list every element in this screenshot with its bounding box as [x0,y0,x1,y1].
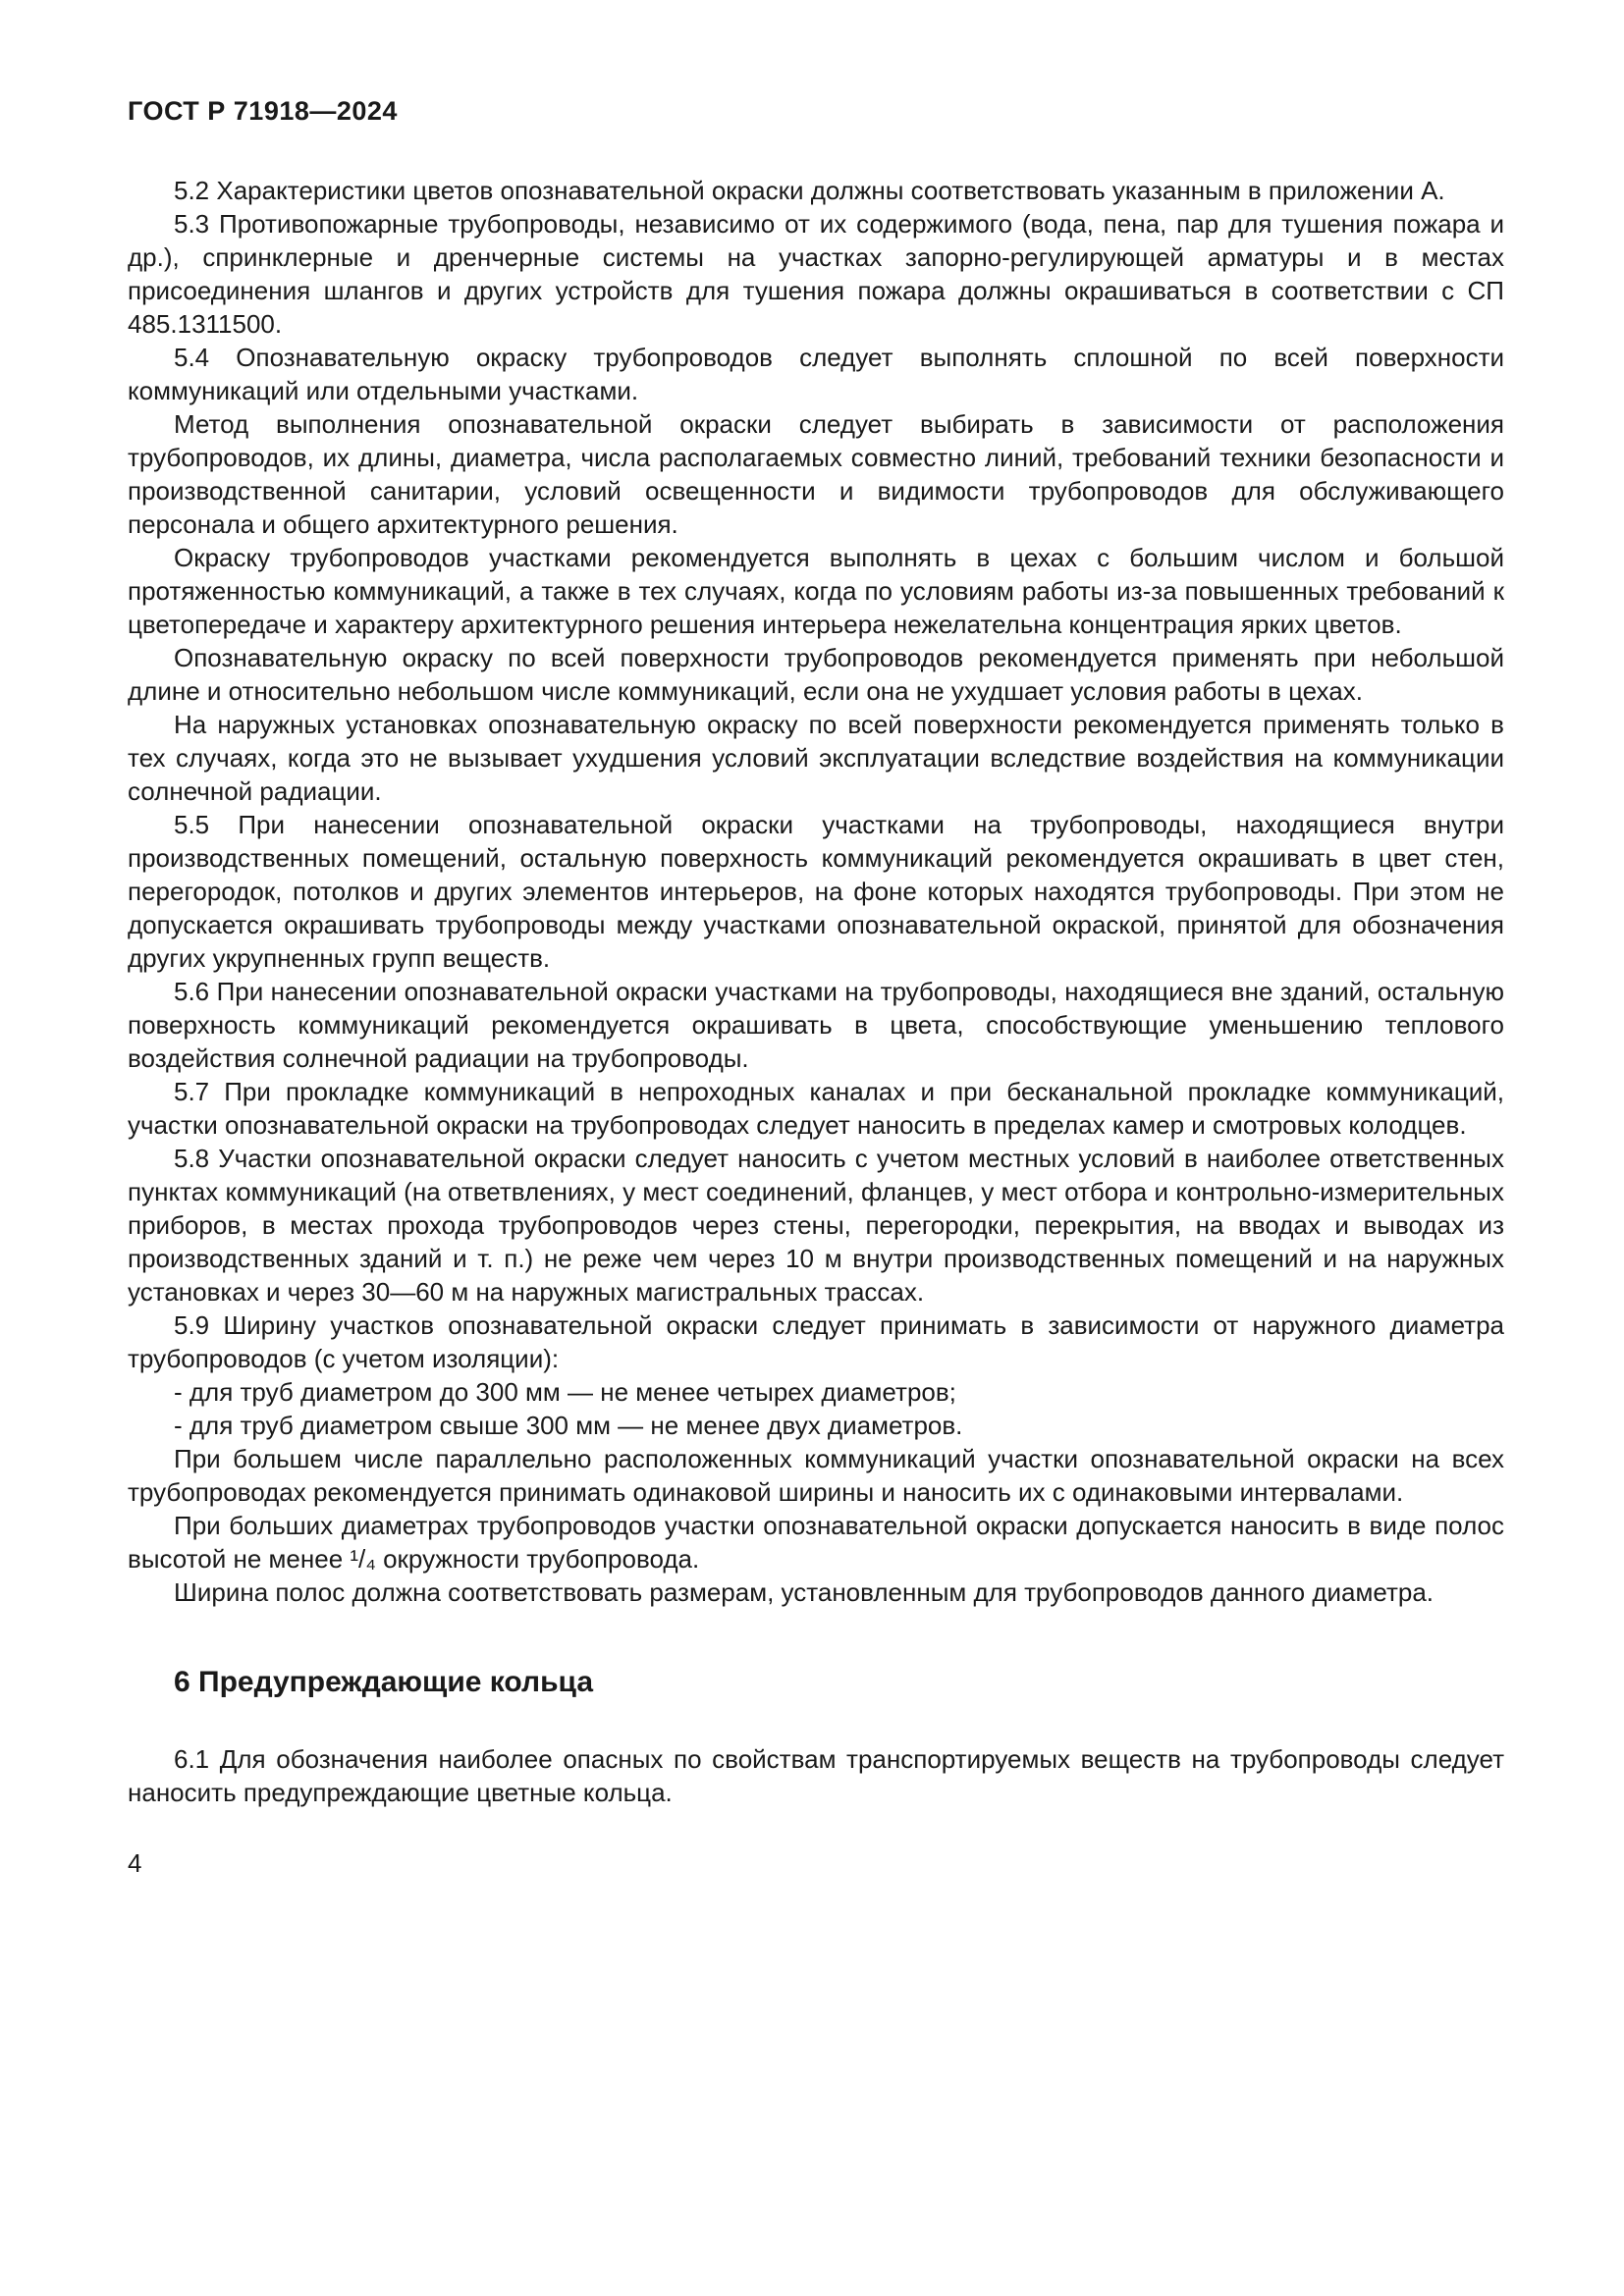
section-5-body [128,174,1504,1609]
clause-5-7: 5.7 При прокладке коммуникаций в непроходных каналах и при бесканальной прокладке коммуникаций, участки опознавательной окраски на трубопроводах следует наносить в пределах камер и смотровых колодцев. [128,1077,1504,1140]
section-6-heading: 6 Предупреждающие кольца [174,1666,594,1698]
clause-5-6: 5.6 При нанесении опознавательной окраски участками на трубопроводы, находящиеся вне зданий, остальную поверхность коммуникаций рекомендуется окрашивать в цвета, способствующие уменьшению теплового воздействия солнечной радиации на трубопроводы. [128,977,1504,1073]
clause-5-4: 5.4 Опознавательную окраску трубопроводов следует выполнять сплошной по всей поверхности коммуникаций или отдельными участками. [128,343,1504,405]
page-number: 4 [128,1848,142,1878]
clause-6-1: 6.1 Для обозначения наиболее опасных по свойствам транспортируемых веществ на трубопроводы следует наносить предупреждающие цветные кольца. [128,1744,1504,1807]
clause-5-9-cont-1: При большем числе параллельно расположенных коммуникаций участки опознавательной окраски на всех трубопроводах рекомендуется принимать одинаковой ширины и наносить их с одинаковыми интервалами. [128,1444,1504,1507]
list-item-1: - для труб диаметром до 300 мм — не менее четырех диаметров; [174,1377,956,1407]
document-header: ГОСТ Р 71918—2024 [128,96,398,126]
clause-5-2: 5.2 Характеристики цветов опознавательной окраски должны соответствовать указанным в приложении А. [174,176,1445,205]
clause-5-3: 5.3 Противопожарные трубопроводы, независимо от их содержимого (вода, пена, пар для тушения пожара и др.), спринклерные и дренчерные системы на участках запорно-регулирующей арматуры и в местах присоединения шлангов и других устройств для тушения пожара должны окрашиваться в соответствии с СП 485.1311500. [128,209,1504,339]
section-6-body [128,1742,1504,1809]
list-item-2: - для труб диаметром свыше 300 мм — не менее двух диаметров. [174,1411,963,1440]
clause-5-4-cont-2: Окраску трубопроводов участками рекомендуется выполнять в цехах с большим числом и большой протяженностью коммуникаций, а также в тех случаях, когда по условиям работы из-за повышенных требований к цветопередаче и характеру архитектурного решения интерьера нежелательна концентрация ярких цветов. [128,543,1504,639]
clause-5-4-cont-4: На наружных установках опознавательную окраску по всей поверхности рекомендуется применять только в тех случаях, когда это не вызывает ухудшения условий эксплуатации вследствие воздействия на коммуникации солнечной радиации. [128,710,1504,806]
clause-5-9: 5.9 Ширину участков опознавательной окраски следует принимать в зависимости от наружного диаметра трубопроводов (с учетом изоляции): [128,1310,1504,1373]
clause-5-9-cont-3: Ширина полос должна соответствовать размерам, установленным для трубопроводов данного диаметра. [174,1577,1435,1607]
clause-5-8: 5.8 Участки опознавательной окраски следует наносить с учетом местных условий в наиболее ответственных пунктах коммуникаций (на ответвлениях, у мест соединений, фланцев, у мест отбора и контрольно-измерительных приборов, в местах прохода трубопроводов через стены, перегородки, перекрытия, на вводах и выводах из производственных зданий и т. п.) не реже чем через 10 м внутри производственных помещений и на наружных установках и через 30—60 м на наружных магистральных трассах. [128,1144,1504,1307]
clause-5-5: 5.5 При нанесении опознавательной окраски участками на трубопроводы, находящиеся внутри производственных помещений, остальную поверхность коммуникаций рекомендуется окрашивать в цвет стен, перегородок, потолков и других элементов интерьеров, на фоне которых находятся трубопроводы. При этом не допускается окрашивать трубопроводы между участками опознавательной окраской, принятой для обозначения других укрупненных групп веществ. [128,810,1504,973]
clause-5-9-cont-2: При больших диаметрах трубопроводов участки опознавательной окраски допускается наносить в виде полос высотой не менее ¹/₄ окружности трубопровода. [128,1511,1504,1574]
clause-5-4-cont-1: Метод выполнения опознавательной окраски следует выбирать в зависимости от расположения трубопроводов, их длины, диаметра, числа располагаемых совместно линий, требований техники безопасности и производственной санитарии, условий освещенности и видимости трубопроводов для обслуживающего персонала и общего архитектурного решения. [128,409,1504,539]
clause-5-4-cont-3: Опознавательную окраску по всей поверхности трубопроводов рекомендуется применять при небольшой длине и относительно небольшом числе коммуникаций, если она не ухудшает условия работы в цехах. [128,643,1504,706]
